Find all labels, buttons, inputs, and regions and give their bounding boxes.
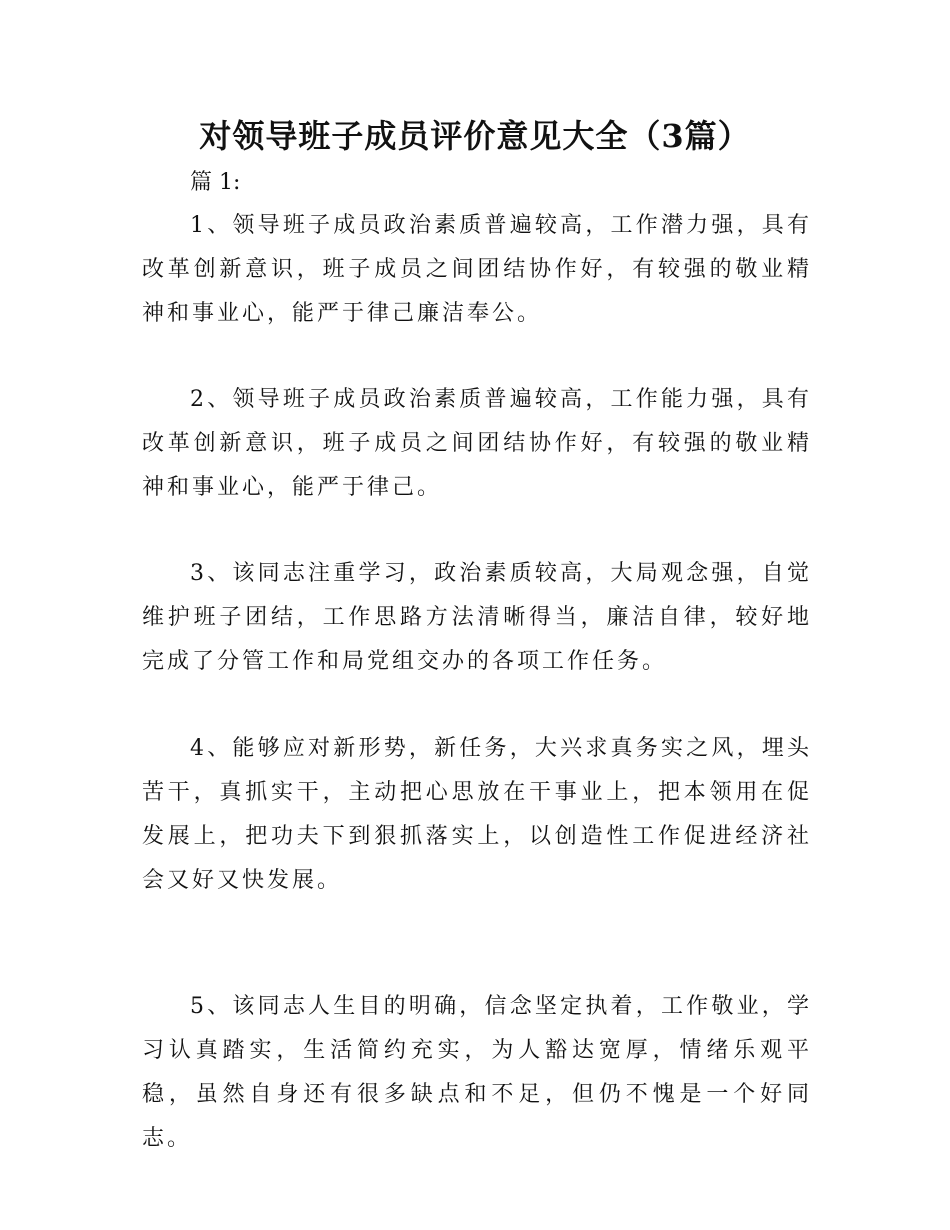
paragraph-3: 3、该同志注重学习，政治素质较高，大局观念强，自觉维护班子团结，工作思路方法清晰得当，廉洁自律，较好地完成了分管工作和局党组交办的各项工作任务。 bbox=[142, 561, 812, 674]
paragraph-2: 2、领导班子成员政治素质普遍较高，工作能力强，具有改革创新意识，班子成员之间团结协作好，有较强的敬业精神和事业心，能严于律己。 bbox=[142, 387, 812, 500]
paragraph-4: 4、能够应对新形势，新任务，大兴求真务实之风，埋头苦干，真抓实干，主动把心思放在干事业上，把本领用在促发展上，把功夫下到狠抓落实上，以创造性工作促进经济社会又好又快发展。 bbox=[142, 736, 812, 893]
paragraph-5: 5、该同志人生目的明确，信念坚定执着，工作敬业，学习认真踏实，生活简约充实，为人豁达宽厚，情绪乐观平稳，虽然自身还有很多缺点和不足，但仍不愧是一个好同志。 bbox=[142, 994, 812, 1151]
document-title: 对领导班子成员评价意见大全（3篇） bbox=[199, 117, 751, 155]
section-label: 篇 1: bbox=[190, 170, 241, 195]
paragraph-1: 1、领导班子成员政治素质普遍较高，工作潜力强，具有改革创新意识，班子成员之间团结协作好，有较强的敬业精神和事业心，能严于律己廉洁奉公。 bbox=[142, 213, 812, 326]
